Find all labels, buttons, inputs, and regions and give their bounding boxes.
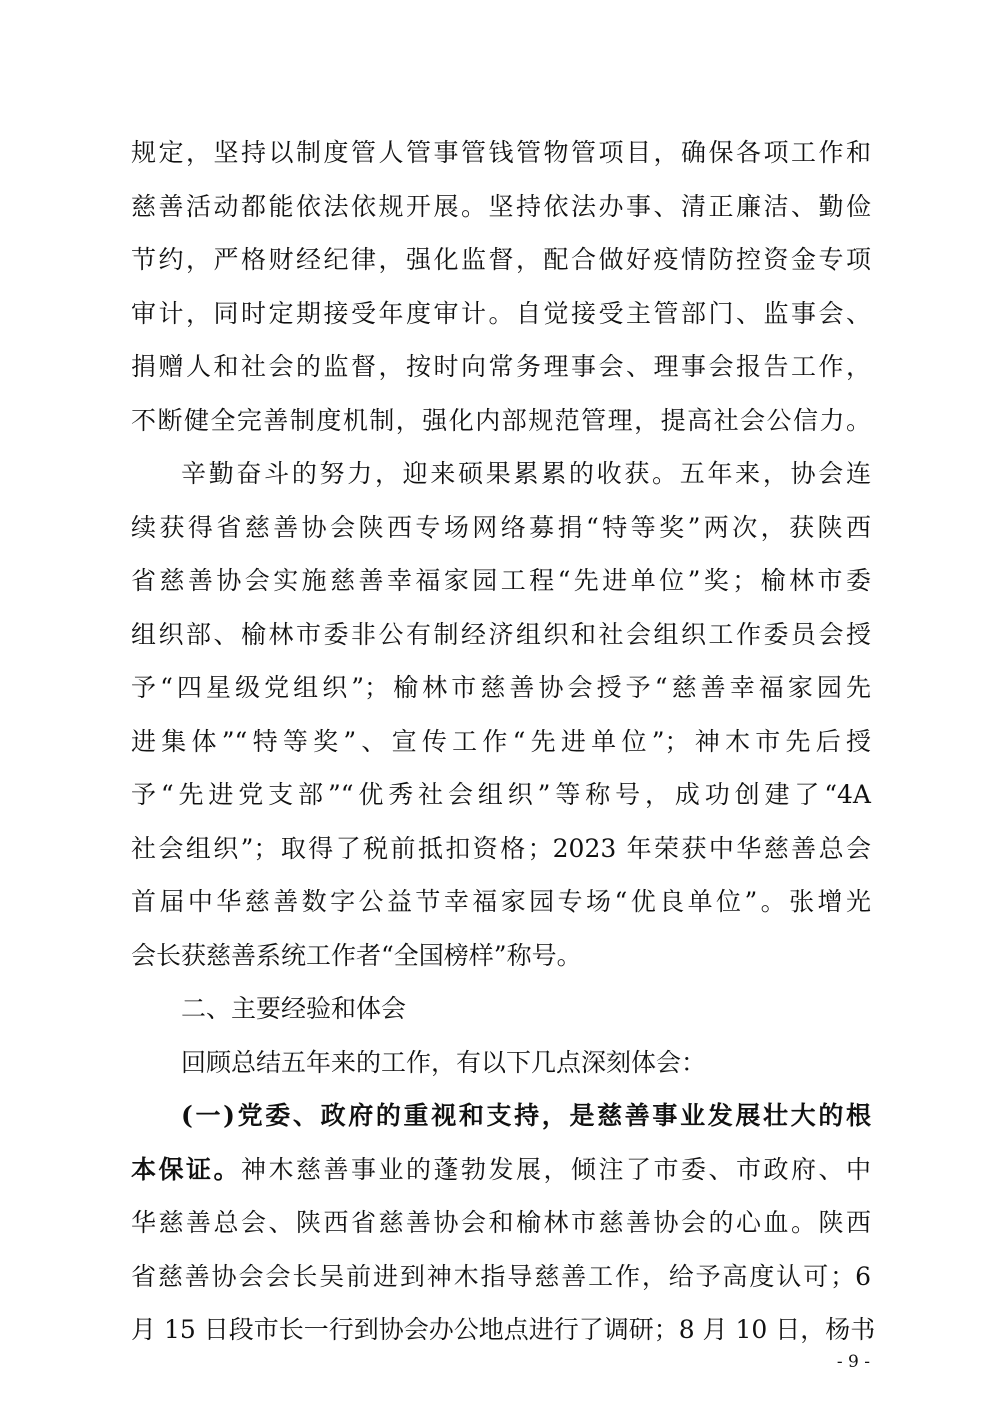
text-line: 省慈善协会实施慈善幸福家园工程“先进单位”奖；榆林市委 [131, 566, 871, 595]
text-line: 组织部、榆林市委非公有制经济组织和社会组织工作委员会授 [131, 619, 871, 649]
section-heading: 二、主要经验和体会 [181, 994, 407, 1023]
text-line: 续获得省慈善协会陕西专场网络募捐“特等奖”两次，获陕西 [131, 512, 871, 542]
text-line: 回顾总结五年来的工作，有以下几点深刻体会： [181, 1047, 707, 1077]
text-line: 辛勤奋斗的努力，迎来硕果累累的收获。五年来，协会连 [181, 459, 871, 488]
text-line: 予“先进党支部”“优秀社会组织”等称号，成功创建了“4A [131, 780, 871, 809]
text-line: 慈善活动都能依法依规开展。坚持依法办事、清正廉洁、勤俭 [131, 191, 871, 221]
text-line: 会长获慈善系统工作者“全国榜样”称号。 [131, 940, 582, 970]
bold-subheading: (一)党委、政府的重视和支持，是慈善事业发展壮大的根 [181, 1101, 871, 1130]
page-number: - 9 - [836, 1352, 870, 1372]
text-line: 月 15 日段市长一行到协会办公地点进行了调研；8 月 10 日，杨书 [131, 1315, 876, 1344]
text-line: 进集体”“特等奖”、宣传工作“先进单位”；神木市先后授 [131, 726, 871, 756]
bold-subheading-end: 本保证。 [131, 1154, 241, 1184]
text-line: 节约，严格财经纪律，强化监督，配合做好疫情防控资金专项 [131, 245, 871, 274]
mixed-line [131, 1143, 871, 1197]
text-line: 社会组织”；取得了税前抵扣资格；2023 年荣获中华慈善总会 [131, 833, 871, 863]
text-line: 不断健全完善制度机制，强化内部规范管理，提高社会公信力。 [131, 405, 871, 435]
text-line: 予“四星级党组织”；榆林市慈善协会授予“慈善幸福家园先 [131, 673, 871, 702]
text-line: 规定，坚持以制度管人管事管钱管物管项目，确保各项工作和 [131, 138, 871, 167]
text-fragment: 神木慈善事业的蓬勃发展，倾注了市委、市政府、中 [241, 1154, 871, 1184]
text-line: 华慈善总会、陕西省慈善协会和榆林市慈善协会的心血。陕西 [131, 1208, 871, 1237]
text-line: 捐赠人和社会的监督，按时向常务理事会、理事会报告工作， [131, 352, 871, 381]
text-line: 首届中华慈善数字公益节幸福家园专场“优良单位”。张增光 [131, 887, 871, 916]
text-line: 审计，同时定期接受年度审计。自觉接受主管部门、监事会、 [131, 298, 871, 328]
text-line: 省慈善协会会长吴前进到神木指导慈善工作，给予高度认可；6 [131, 1261, 871, 1291]
